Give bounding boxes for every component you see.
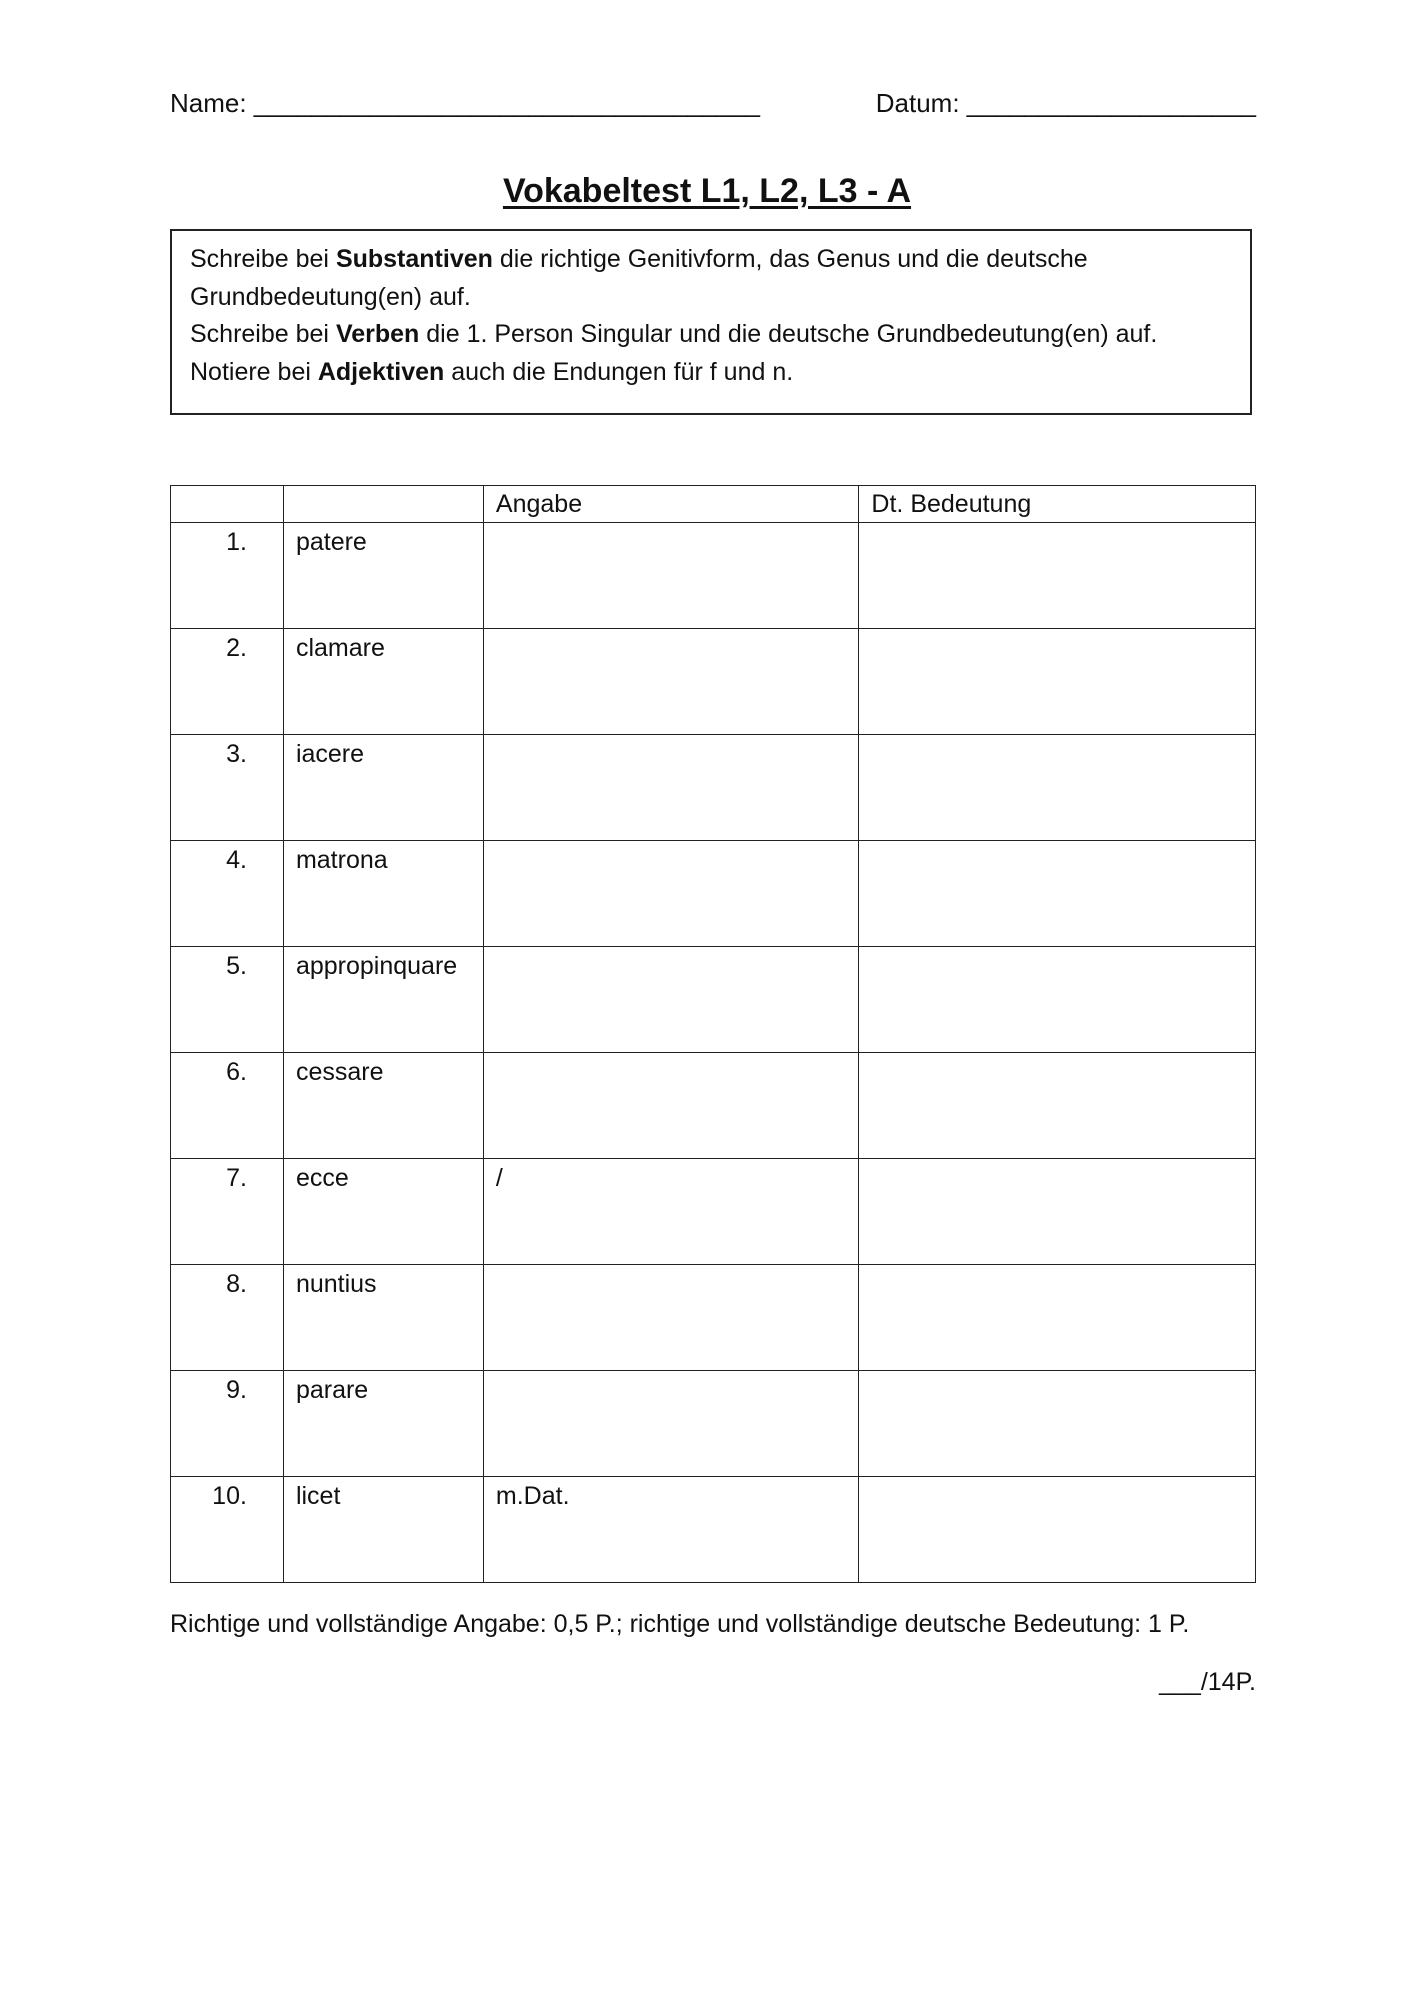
latin-word: cessare <box>283 1053 483 1159</box>
angabe-cell[interactable] <box>483 629 859 735</box>
angabe-cell[interactable] <box>483 735 859 841</box>
name-field[interactable]: Name: ___________________________________ <box>170 88 760 118</box>
row-number: 2. <box>171 629 284 735</box>
header-row <box>170 88 1256 122</box>
table-row <box>171 735 1256 841</box>
angabe-cell[interactable] <box>483 1053 859 1159</box>
bedeutung-cell[interactable] <box>859 1159 1256 1265</box>
instruction-keyword: Verben <box>335 320 420 348</box>
row-number: 3. <box>171 735 284 841</box>
angabe-cell[interactable] <box>483 1371 859 1477</box>
bedeutung-cell[interactable] <box>859 629 1256 735</box>
table-row <box>171 1053 1256 1159</box>
instruction-keyword: Substantiven <box>335 245 493 273</box>
scoring-note: Richtige und vollständige Angabe: 0,5 P.; richtige und vollständige deutsche Bedeutung: 1 P. <box>170 1610 1190 1638</box>
row-number: 1. <box>171 523 284 629</box>
instruction-text: auch die Endungen für f und n. <box>444 357 794 386</box>
instruction-text: Notiere bei <box>190 357 318 386</box>
angabe-cell[interactable]: m.Dat. <box>483 1477 859 1583</box>
latin-word: iacere <box>283 735 483 841</box>
latin-word: appropinquare <box>283 947 483 1053</box>
latin-word: parare <box>283 1371 483 1477</box>
row-number: 4. <box>171 841 284 947</box>
instruction-text: die richtige Genitivform, das Genus und die deutsche Grundbedeutung(en) auf. <box>190 245 1088 311</box>
instruction-text: die 1. Person Singular und die deutsche Grundbedeutung(en) auf. <box>419 320 1158 348</box>
row-number: 6. <box>171 1053 284 1159</box>
latin-word: patere <box>283 523 483 629</box>
row-number: 7. <box>171 1159 284 1265</box>
table-row <box>171 1159 1256 1265</box>
table-row <box>171 841 1256 947</box>
score-field[interactable]: ___/14P. <box>1159 1668 1256 1696</box>
table-row <box>171 523 1256 629</box>
angabe-cell[interactable] <box>483 1265 859 1371</box>
header-cell-number <box>171 486 284 523</box>
bedeutung-cell[interactable] <box>859 841 1256 947</box>
instructions-box <box>170 229 1252 415</box>
table-row <box>171 1477 1256 1583</box>
bedeutung-cell[interactable] <box>859 1265 1256 1371</box>
header-cell-bedeutung: Dt. Bedeutung <box>859 486 1256 523</box>
angabe-cell[interactable] <box>483 841 859 947</box>
table-row <box>171 947 1256 1053</box>
bedeutung-cell[interactable] <box>859 947 1256 1053</box>
latin-word: licet <box>283 1477 483 1583</box>
angabe-cell[interactable] <box>483 523 859 629</box>
page-title: Vokabeltest L1, L2, L3 - A <box>502 172 912 210</box>
latin-word: ecce <box>283 1159 483 1265</box>
instruction-substantive <box>190 241 1232 316</box>
bedeutung-cell[interactable] <box>859 1477 1256 1583</box>
table-row <box>171 1265 1256 1371</box>
instruction-text: Schreibe bei <box>190 245 336 273</box>
header-cell-angabe: Angabe <box>483 486 859 523</box>
table-row <box>171 1371 1256 1477</box>
date-field[interactable]: Datum: ____________________ <box>875 88 1256 118</box>
bedeutung-cell[interactable] <box>859 1371 1256 1477</box>
row-number: 5. <box>171 947 284 1053</box>
vocab-table <box>170 485 1256 1583</box>
table-row <box>171 629 1256 735</box>
instruction-keyword: Adjektiven <box>317 357 445 386</box>
bedeutung-cell[interactable] <box>859 1053 1256 1159</box>
instruction-adjektive <box>190 354 1232 392</box>
row-number: 8. <box>171 1265 284 1371</box>
row-number: 9. <box>171 1371 284 1477</box>
table-header-row <box>171 486 1256 523</box>
bedeutung-cell[interactable] <box>859 735 1256 841</box>
row-number: 10. <box>171 1477 284 1583</box>
latin-word: clamare <box>283 629 483 735</box>
latin-word: nuntius <box>283 1265 483 1371</box>
instruction-verben <box>190 316 1232 354</box>
angabe-cell[interactable]: / <box>483 1159 859 1265</box>
header-cell-word <box>283 486 483 523</box>
bedeutung-cell[interactable] <box>859 523 1256 629</box>
latin-word: matrona <box>283 841 483 947</box>
instruction-text: Schreibe bei <box>190 320 336 348</box>
angabe-cell[interactable] <box>483 947 859 1053</box>
